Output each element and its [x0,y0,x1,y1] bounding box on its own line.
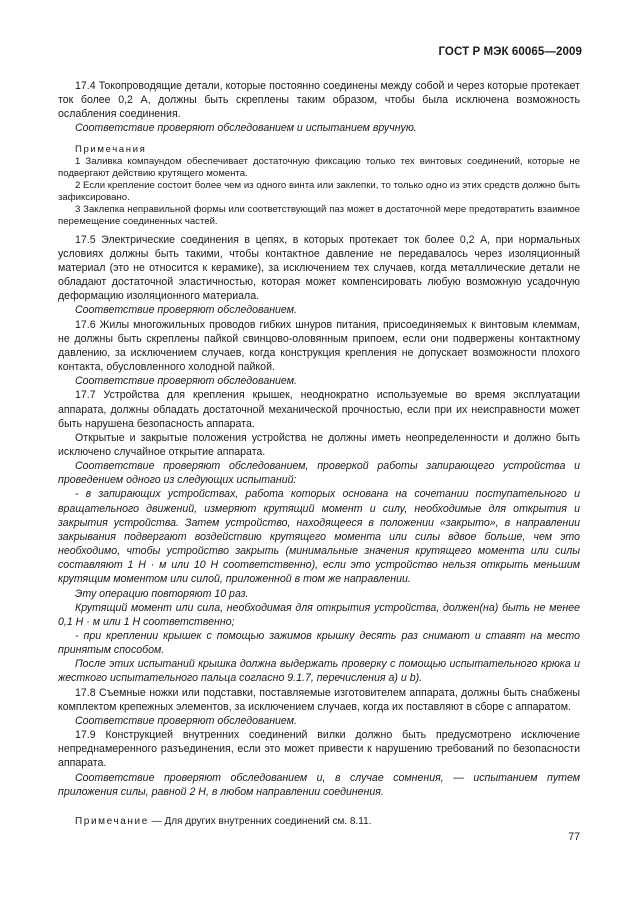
paragraph: Крутящий момент или сила, необходимая для открытия устройства, должен(на) быть не менее 0,1 Н · м или 1 Н соответственно; [58,601,580,628]
note-item: 1 Заливка компаундом обеспечивает достаточную фиксацию только тех винтовых соединений, которые не подвергают действию крутящего момента. [58,155,580,179]
paragraph: Открытые и закрытые положения устройства не должны иметь неопределенности и должно быть исключено случайное открытие аппарата. [58,431,580,458]
paragraph: 17.6 Жилы многожильных проводов гибких шнуров питания, присоединяемых к винтовым клеммам, не должны быть скреплены пайкой свинцово-оловянным припоем, если они подвержены контактному давлению, за исключением случаев, когда конструкция крепления не допускает возможности плохого контакта, обусловленного холодной пайкой. [58,318,580,374]
document-header: ГОСТ Р МЭК 60065—2009 [438,46,582,58]
paragraph: - при креплении крышек с помощью зажимов крышку десять раз снимают и ставят на место принятым способом. [58,630,580,657]
note-item: 3 Заклепка неправильной формы или соответствующий паз может в достаточной мере предотвратить взаимное перемещение соединенных частей. [58,203,580,227]
paragraph: Соответствие проверяют обследованием. [75,375,297,388]
note-item: 2 Если крепление состоит более чем из одного винта или заклепки, то только одно из этих средств должно быть зафиксировано. [58,179,580,203]
page-number: 77 [568,831,580,843]
paragraph: Соответствие проверяют обследованием, проверкой работы запирающего устройства и проведением одного из следующих испытаний: [58,460,580,487]
paragraph: Соответствие проверяют обследованием и, в случае сомнения, — испытанием путем приложения силы, равной 2 Н, в любом направлении соединения. [58,771,580,798]
paragraph: Соответствие проверяют обследованием. [75,304,297,317]
paragraph: 17.9 Конструкцией внутренних соединений вилки должно быть предусмотрено исключение непреднамеренного разъединения, если это может привести к нарушению требований по безопасности аппарата. [58,729,580,770]
paragraph: 17.5 Электрические соединения в цепях, в которых протекает ток более 0,2 А, при нормальных условиях должны быть такими, чтобы контактное давление не передавалось через изоляционный материал (это не относится к керамике), за исключением тех случаев, когда металлические детали не обладают достаточной эластичностью, которая может компенсировать любую возможную усадочную деформацию изоляционного материала. [58,233,580,303]
final-note-label: Примечание [75,815,149,827]
paragraph: Соответствие проверяют обследованием и испытанием вручную. [75,122,417,135]
final-note [58,815,580,829]
paragraph: 17.7 Устройства для крепления крышек, неоднократно используемые во время эксплуатации аппарата, должны обладать достаточной механической прочностью, если при их неисправности может быть нарушена безопасность аппарата. [58,389,580,430]
document-body [58,79,580,829]
paragraph: Соответствие проверяют обследованием. [75,714,297,727]
notes-heading: Примечания [75,143,147,155]
paragraph: - в запирающих устройствах, работа которых основана на сочетании поступательного и вращательного движений, измеряют крутящий момент и силу, необходимые для открытия и закрытия устройства. Затем устройство, находящееся в положении «закрыто», в направлении закрывания подвергают воздействию крутящего момента или силы вдвое больше, чем это необходимо, чтобы устройство закрыть (минимальные значения крутящего момента или силы составляют 1 Н · м или 10 Н соответственно), если это устройство нельзя открыть меньшим крутящим моментом или силой, приложенной в том же направлении. [58,488,580,586]
paragraph: После этих испытаний крышка должна выдержать проверку с помощью испытательного крюка и жесткого испытательного пальца согласно 9.1.7, перечисления а) и b). [58,658,580,685]
paragraph: 17.4 Токопроводящие детали, которые постоянно соединены между собой и через которые протекает ток более 0,2 А, должны быть скреплены таким образом, чтобы была исключена возможность ослабления соединения. [58,80,580,121]
paragraph: 17.8 Съемные ножки или подставки, поставляемые изготовителем аппарата, должны быть снабжены комплектом крепежных элементов, за исключением случаев, когда их поставляют в сборе с аппаратом. [58,686,580,713]
paragraph: Эту операцию повторяют 10 раз. [75,587,249,600]
final-note-text: — Для других внутренних соединений см. 8.11. [148,815,372,827]
